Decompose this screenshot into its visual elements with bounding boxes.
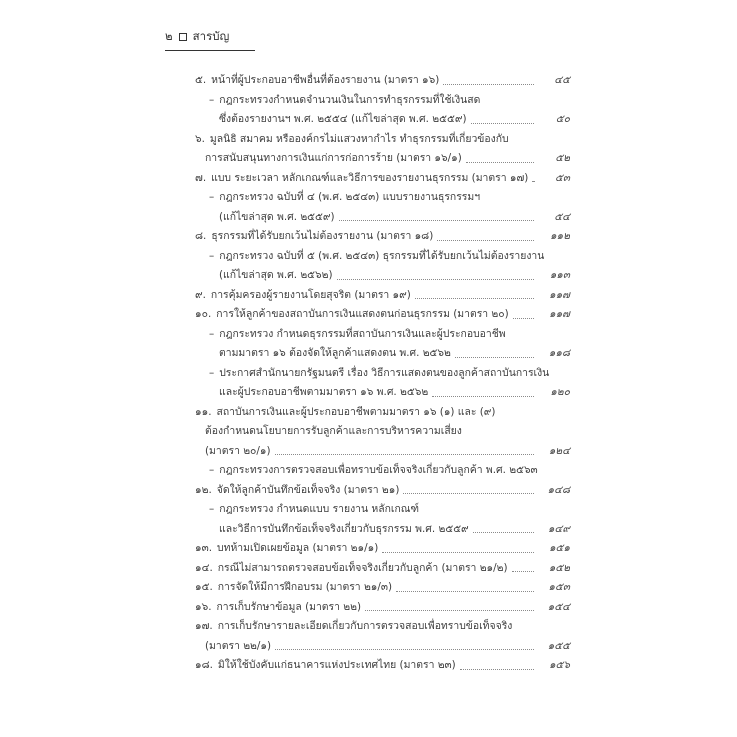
page-number-ref: ๑๔๘ — [547, 483, 570, 496]
toc-entry — [205, 441, 570, 461]
entry-title: กฎกระทรวง ฉบับที่ ๔ (พ.ศ. ๒๕๔๓) แบบรายงานธุรกรรมฯ — [219, 191, 481, 203]
dot-leader — [466, 162, 534, 163]
entry-title: บทห้ามเปิดเผยข้อมูล (มาตรา ๒๑/๑) — [217, 542, 379, 554]
toc-entry — [195, 168, 570, 188]
entry-title: การเก็บรักษาข้อมูล (มาตรา ๒๒) — [216, 600, 362, 613]
entry-number: ๑๐. — [195, 308, 212, 320]
page-title: สารบัญ — [192, 29, 230, 43]
dash-bullet: – — [209, 503, 215, 515]
toc-entry — [205, 148, 570, 168]
dot-leader — [382, 552, 534, 553]
toc-entry — [219, 382, 570, 402]
dot-leader — [337, 279, 534, 280]
page-number-ref: ๑๕๓ — [548, 581, 570, 593]
toc-entry — [209, 187, 570, 207]
page-number-ref: ๑๑๓ — [549, 269, 570, 281]
entry-title: กฎกระทรวงการตรวจสอบเพื่อทราบข้อเท็จจริงเกี่ยวกับลูกค้า พ.ศ. ๒๕๖๓ — [219, 464, 538, 476]
page-number-ref: ๑๕๒ — [548, 561, 570, 574]
toc-entry — [195, 402, 570, 422]
toc-entry — [219, 207, 570, 227]
toc-entry — [209, 363, 570, 383]
entry-title: สถาบันการเงินและผู้ประกอบอาชีพตามมาตรา ๑๖ (๑) และ (๙) — [216, 405, 496, 418]
toc-entry — [219, 519, 570, 539]
entry-title: และวิธีการบันทึกข้อเท็จจริงเกี่ยวกับธุรกรรม พ.ศ. ๒๕๕๙ — [219, 522, 469, 535]
toc-entry — [195, 285, 570, 305]
dot-leader — [512, 571, 534, 572]
toc-entry — [195, 558, 570, 578]
toc-entry — [205, 636, 570, 656]
page-number-ref: ๕๒ — [555, 152, 570, 164]
dot-leader — [455, 357, 534, 358]
entry-title: การคุ้มครองผู้รายงานโดยสุจริต (มาตรา ๑๙) — [210, 288, 411, 301]
page-number-ref: ๔๕ — [554, 74, 570, 86]
entry-title: การให้ลูกค้าของสถาบันการเงินแสดงตนก่อนธุรกรรม (มาตรา ๒๐) — [216, 308, 509, 320]
entry-title: ธุรกรรมที่ได้รับยกเว้นไม่ต้องรายงาน (มาตรา ๑๘) — [211, 230, 434, 242]
dot-leader — [437, 240, 534, 241]
toc-entry — [195, 480, 570, 500]
entry-number: ๑๓. — [195, 542, 213, 554]
entry-number: ๑๕. — [195, 581, 213, 593]
dash-bullet: – — [209, 464, 215, 476]
dot-leader — [365, 610, 534, 611]
entry-title: การเก็บรักษารายละเอียดเกี่ยวกับการตรวจสอบเพื่อทราบข้อเท็จจริง — [217, 620, 513, 632]
entry-title: และผู้ประกอบอาชีพตามมาตรา ๑๖ พ.ศ. ๒๕๖๒ — [219, 386, 429, 398]
page-number-ref: ๑๔๙ — [547, 522, 570, 535]
toc-entry — [195, 538, 570, 558]
page-number-ref: ๕๓ — [555, 171, 570, 184]
entry-title: ต้องกำหนดนโยบายการรับลูกค้าและการบริหารความเสี่ยง — [205, 425, 462, 437]
entry-number: ๗. — [195, 171, 207, 184]
dash-bullet: – — [209, 93, 215, 106]
page-number-ref: ๑๕๔ — [547, 600, 570, 613]
page-number-ref: ๑๒๔ — [548, 444, 570, 457]
dot-leader — [275, 454, 534, 455]
entry-title: กฎกระทรวงกำหนดจำนวนเงินในการทำธุรกรรมที่ใช้เงินสด — [219, 93, 481, 106]
page-number-ref: ๑๒๐ — [550, 386, 570, 398]
dot-leader — [473, 532, 534, 533]
entry-title: ประกาศสำนักนายกรัฐมนตรี เรื่อง วิธีการแสดงตนของลูกค้าสถาบันการเงิน — [219, 366, 550, 379]
square-bullet-icon — [179, 33, 187, 41]
toc-entry — [205, 421, 570, 441]
dot-leader — [432, 396, 534, 397]
dot-leader — [443, 84, 534, 85]
page-number-ref: ๕๔ — [554, 210, 570, 223]
toc-entry — [219, 265, 570, 285]
entry-title: (มาตรา ๒๐/๑) — [205, 444, 271, 457]
page-number-ref: ๑๑๘ — [548, 347, 570, 359]
toc-entry — [195, 129, 570, 149]
dot-leader — [339, 220, 534, 221]
toc-entry — [209, 324, 570, 344]
entry-number: ๙. — [195, 288, 206, 301]
entry-title: กฎกระทรวง กำหนดแบบ รายงาน หลักเกณฑ์ — [219, 503, 420, 515]
entry-number: ๑๔. — [195, 561, 213, 574]
entry-title: กรณีไม่สามารถตรวจสอบข้อเท็จจริงเกี่ยวกับลูกค้า (มาตรา ๒๑/๒) — [217, 561, 508, 574]
toc-entry — [195, 226, 570, 246]
page-number-ref: ๑๕๑ — [548, 542, 570, 554]
toc-entry — [195, 655, 570, 675]
entry-title: กฎกระทรวง ฉบับที่ ๕ (พ.ศ. ๒๕๔๓) ธุรกรรมที่ได้รับยกเว้นไม่ต้องรายงาน — [219, 249, 545, 262]
entry-number: ๖. — [195, 132, 205, 145]
entry-number: ๕. — [195, 74, 207, 86]
entry-number: ๘. — [195, 230, 207, 242]
page-number-ref: ๑๑๒ — [549, 230, 570, 242]
toc-entry — [209, 90, 570, 110]
dot-leader — [471, 123, 535, 124]
page-number-ref: ๑๕๕ — [547, 639, 570, 652]
header-rule — [165, 50, 255, 51]
entry-title: กฎกระทรวง กำหนดธุรกรรมที่สถาบันการเงินและผู้ประกอบอาชีพ — [219, 327, 506, 340]
dot-leader — [532, 181, 534, 182]
dot-leader — [396, 591, 534, 592]
entry-title: มูลนิธิ สมาคม หรือองค์กรไม่แสวงหากำไร ทำธุรกรรมที่เกี่ยวข้องกับ — [209, 132, 509, 145]
entry-title: (แก้ไขล่าสุด พ.ศ. ๒๕๖๒) — [219, 269, 333, 281]
entry-number: ๑๖. — [195, 600, 212, 613]
toc-entry — [195, 304, 570, 324]
entry-number: ๑๒. — [195, 483, 212, 496]
page-number: ๒ — [165, 29, 173, 43]
dash-bullet: – — [209, 191, 215, 203]
dot-leader — [513, 318, 534, 319]
toc-entry — [195, 597, 570, 617]
toc-entry — [195, 577, 570, 597]
entry-number: ๑๗. — [195, 620, 213, 632]
entry-title: แบบ ระยะเวลา หลักเกณฑ์และวิธีการของรายงานธุรกรรม (มาตรา ๑๗) — [211, 171, 529, 184]
entry-title: (แก้ไขล่าสุด พ.ศ. ๒๕๕๙) — [219, 210, 335, 223]
dash-bullet: – — [209, 366, 215, 379]
entry-title: หน้าที่ผู้ประกอบอาชีพอื่นที่ต้องรายงาน (มาตรา ๑๖) — [211, 74, 440, 86]
entry-number: ๑๑. — [195, 405, 212, 418]
toc-entry — [219, 109, 570, 129]
entry-title: จัดให้ลูกค้าบันทึกข้อเท็จจริง (มาตรา ๒๑) — [216, 483, 400, 496]
toc-entry — [209, 460, 570, 480]
entry-title: (มาตรา ๒๒/๑) — [205, 639, 272, 652]
entry-title: ซึ่งต้องรายงานฯ พ.ศ. ๒๕๕๔ (แก้ไขล่าสุด พ.ศ. ๒๕๕๙) — [219, 113, 467, 125]
entry-title: มิให้ใช้บังคับแก่ธนาคารแห่งประเทศไทย (มาตรา ๒๓) — [217, 659, 456, 671]
dot-leader — [275, 649, 534, 650]
entry-title: ตามมาตรา ๑๖ ต้องจัดให้ลูกค้าแสดงตน พ.ศ. ๒๕๖๒ — [219, 347, 451, 359]
dash-bullet: – — [209, 249, 215, 262]
toc-entry — [195, 70, 570, 90]
toc-entry — [209, 246, 570, 266]
entry-title: การสนับสนุนทางการเงินแก่การก่อการร้าย (มาตรา ๑๖/๑) — [205, 152, 462, 164]
dot-leader — [403, 493, 534, 494]
entry-title: การจัดให้มีการฝึกอบรม (มาตรา ๒๑/๓) — [217, 581, 393, 593]
toc-entry — [219, 343, 570, 363]
toc-entry — [195, 616, 570, 636]
toc-entry — [209, 499, 570, 519]
dot-leader — [415, 298, 534, 299]
page-number-ref: ๑๕๖ — [548, 659, 570, 671]
page-number-ref: ๑๑๗ — [548, 288, 570, 301]
entry-number: ๑๘. — [195, 659, 213, 671]
page-number-ref: ๕๐ — [555, 113, 570, 125]
page-number-ref: ๑๑๗ — [548, 308, 570, 320]
dash-bullet: – — [209, 327, 215, 340]
page-header — [165, 28, 229, 46]
dot-leader — [460, 669, 534, 670]
